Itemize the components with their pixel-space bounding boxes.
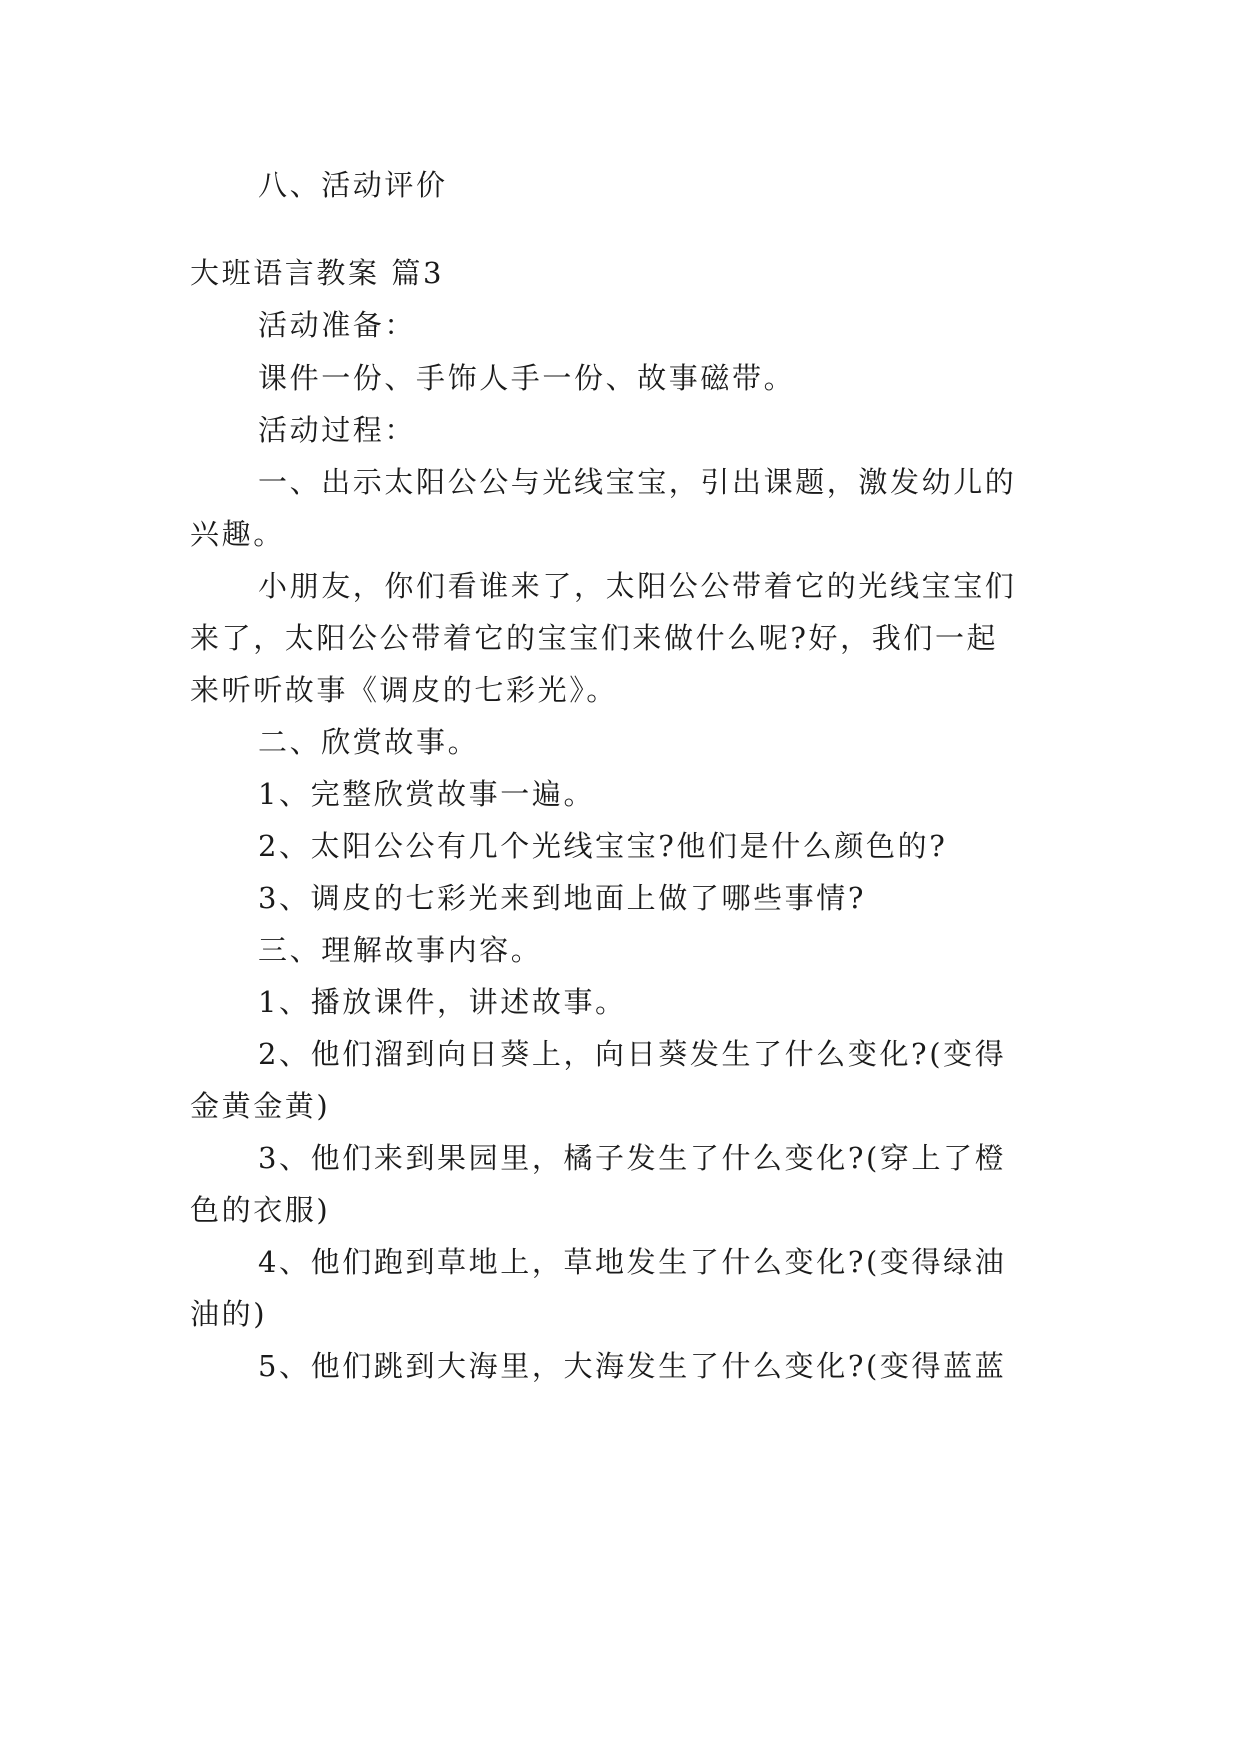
section-heading-evaluation: 八、活动评价 <box>258 168 448 202</box>
prep-text: 课件一份、手饰人手一份、故事磁带。 <box>258 361 796 395</box>
prep-label: 活动准备： <box>258 308 417 342</box>
intro-line2: 来了，太阳公公带着它的宝宝们来做什么呢?好，我们一起 <box>190 621 999 655</box>
lesson-plan-title: 大班语言教案 篇3 <box>190 256 445 290</box>
intro-line3: 来听听故事《调皮的七彩光》。 <box>190 673 618 707</box>
step2-item1: 1、完整欣赏故事一遍。 <box>258 777 596 811</box>
step3-item4-line2: 油的) <box>190 1297 268 1331</box>
step3-item1: 1、播放课件，讲述故事。 <box>258 985 627 1019</box>
step1-line1: 一、出示太阳公公与光线宝宝，引出课题，激发幼儿的 <box>258 465 1017 499</box>
step2-item3: 3、调皮的七彩光来到地面上做了哪些事情? <box>258 881 866 915</box>
step1-line2: 兴趣。 <box>190 517 285 551</box>
intro-line1: 小朋友，你们看谁来了，太阳公公带着它的光线宝宝们 <box>258 569 1017 603</box>
step2-item2: 2、太阳公公有几个光线宝宝?他们是什么颜色的? <box>258 829 948 863</box>
step3-item2-line1: 2、他们溜到向日葵上，向日葵发生了什么变化?(变得 <box>258 1037 1007 1071</box>
step2-heading: 二、欣赏故事。 <box>258 725 480 759</box>
step3-item3-line2: 色的衣服) <box>190 1193 331 1227</box>
step3-item2-line2: 金黄金黄) <box>190 1089 331 1123</box>
step3-item3-line1: 3、他们来到果园里，橘子发生了什么变化?(穿上了橙 <box>258 1141 1007 1175</box>
process-label: 活动过程： <box>258 413 417 447</box>
step3-item5-line1: 5、他们跳到大海里，大海发生了什么变化?(变得蓝蓝 <box>258 1349 1007 1383</box>
step3-heading: 三、理解故事内容。 <box>258 933 543 967</box>
step3-item4-line1: 4、他们跑到草地上，草地发生了什么变化?(变得绿油 <box>258 1245 1007 1279</box>
